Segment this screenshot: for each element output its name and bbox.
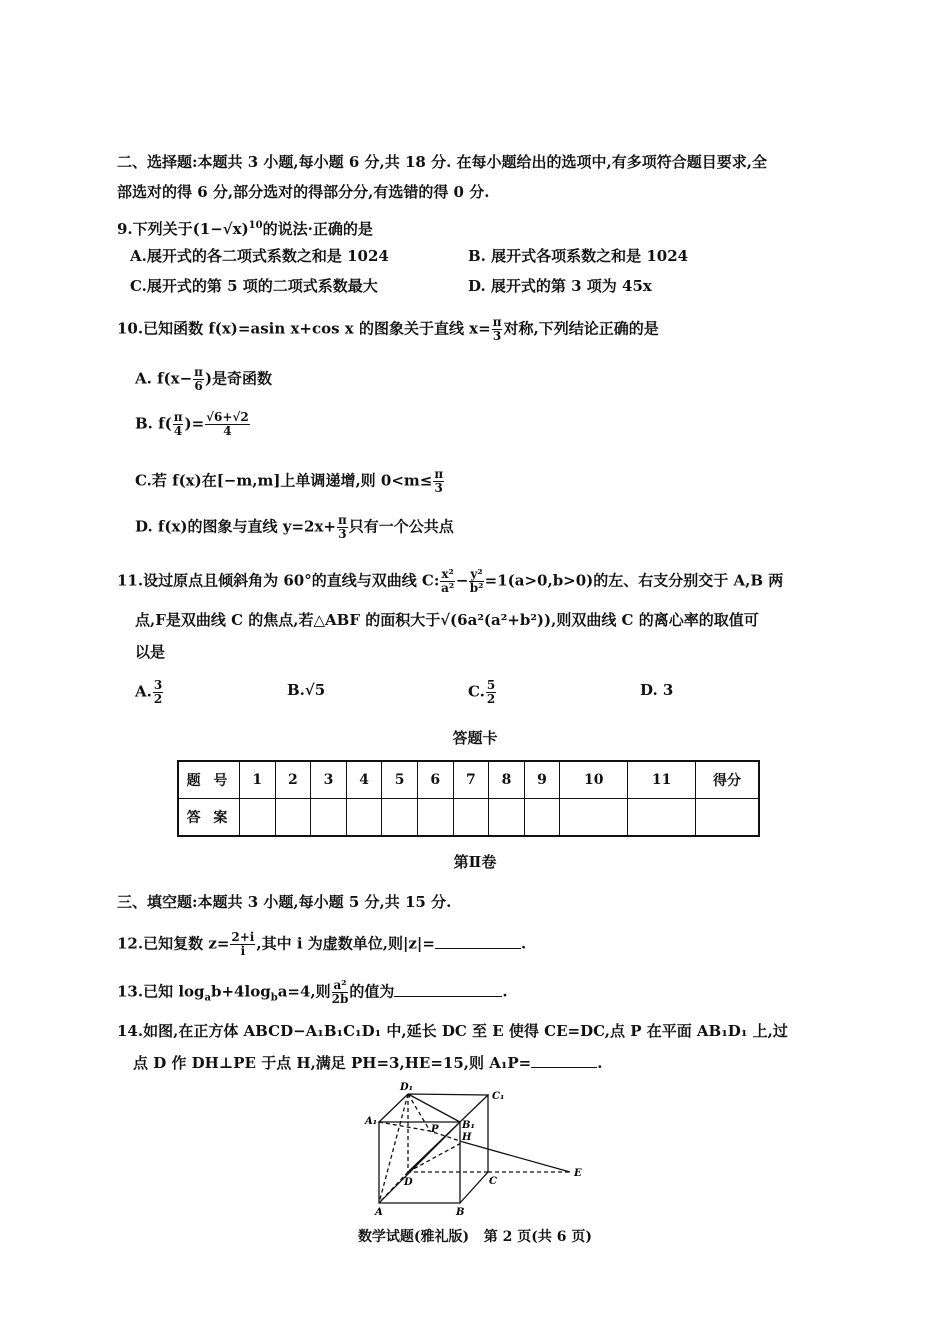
section3-heading: 三、填空题:本题共 3 小题,每小题 5 分,共 15 分.	[117, 893, 452, 911]
header-cell: 8	[489, 761, 525, 799]
header-cell: 5	[382, 761, 418, 799]
label-c: C	[489, 1176, 497, 1187]
q10-stem-a: 10.已知函数 f(x)=asin x+cos x 的图象关于直线 x=	[117, 319, 491, 338]
answer-cell	[524, 799, 560, 837]
q9-option-b: B. 展开式各项系数之和是 1024	[468, 247, 689, 265]
header-score: 得分	[696, 761, 760, 799]
q10-fraction: $\frac{\pi}{3}$	[492, 316, 502, 343]
header-label: 题 号	[178, 761, 240, 799]
header-cell: 3	[311, 761, 347, 799]
answer-card-answer-row	[178, 799, 759, 837]
q14-line1: 14.如图,在正方体 ABCD−A₁B₁C₁D₁ 中,延长 DC 至 E 使得 CE=DC,点 P 在平面 AB₁D₁ 上,过	[117, 1022, 788, 1040]
header-cell: 9	[524, 761, 560, 799]
answer-cell	[382, 799, 418, 837]
label-e: E	[574, 1168, 582, 1179]
q10-option-b: B. f( $\frac{\pi}{4}$ )= $\frac{√6+√2}{4}$	[135, 410, 249, 438]
answer-cell	[275, 799, 311, 837]
q9-option-c: C.展开式的第 5 项的二项式系数最大	[130, 277, 378, 295]
answer-cell	[489, 799, 525, 837]
answer-cell	[417, 799, 453, 837]
q10-option-c: C.若 f(x)在[−m,m]上单调递增,则 0<m≤ $\frac{\pi}{3}$	[135, 467, 444, 495]
q11-stem-line1: 11.设过原点且倾斜角为 60°的直线与双曲线 C: $\frac{\text{x²}}{\text{a²}}$ − $\frac{\text{y²}}{\text{b²}}$ =1(a>0,b>0)的左、右支分别交于 A,B 两	[117, 568, 784, 595]
q9-prefix: 9.下列关于(1−√x)	[117, 220, 249, 238]
answer-row-label: 答 案	[178, 799, 240, 837]
page-footer: 数学试题(雅礼版) 第 2 页(共 6 页)	[357, 1229, 593, 1245]
q11-stem-line3: 以是	[135, 643, 166, 661]
label-a1: A₁	[365, 1116, 378, 1127]
header-cell: 11	[628, 761, 696, 799]
answer-card-header-row	[178, 761, 759, 799]
answer-cell	[628, 799, 696, 837]
header-cell: 2	[275, 761, 311, 799]
answer-cell	[453, 799, 489, 837]
label-a: A	[375, 1207, 383, 1218]
q10-option-d: D. f(x)的图象与直线 y=2x+ $\frac{\pi}{3}$ 只有一个公共点	[135, 513, 454, 541]
q11-option-b: B.√5	[287, 681, 326, 699]
q9-stem	[117, 215, 835, 240]
answer-card-title: 答题卡	[452, 729, 498, 747]
q10-stem	[117, 316, 835, 343]
q9-option-d: D. 展开式的第 3 项为 45x	[468, 277, 652, 295]
q13: 13.已知 $\log_ab+4\log_ba=4$,则 $\frac{\text{a²}}{2b}$ 的值为 .	[117, 979, 508, 1006]
label-d1: D₁	[400, 1082, 414, 1093]
q12-answer-blank[interactable]	[435, 934, 521, 949]
q11-option-d: D. 3	[640, 681, 674, 699]
label-b: B	[456, 1207, 465, 1218]
header-cell: 1	[240, 761, 276, 799]
answer-cell	[240, 799, 276, 837]
label-h: H	[462, 1132, 472, 1143]
answer-card-table	[177, 760, 760, 837]
answer-cell	[346, 799, 382, 837]
part2-title: 第Ⅱ卷	[453, 853, 497, 871]
q14-line2: 点 D 作 DH⊥PE 于点 H,满足 PH=3,HE=15,则 A₁P= .	[133, 1054, 603, 1072]
q10-stem-b: 对称,下列结论正确的是	[503, 319, 659, 338]
q12: 12.已知复数 z= $\frac{2+i}{i}$ ,其中 i 为虚数单位,则|z|= .	[117, 931, 527, 958]
section2-heading-line2: 部选对的得 6 分,部分选对的得部分分,有选错的得 0 分.	[117, 183, 490, 201]
q13-answer-blank[interactable]	[394, 982, 502, 997]
header-cell: 7	[453, 761, 489, 799]
q9-suffix: 的说法·正确的是	[262, 220, 373, 238]
q11-stem-line2: 点,F是双曲线 C 的焦点,若△ABF 的面积大于√(6a²(a²+b²)),则双曲线 C 的离心率的取值可	[135, 611, 759, 629]
label-b1: B₁	[462, 1120, 475, 1131]
q11-option-a: A. $\frac{3}{2}$	[135, 678, 163, 706]
label-p: P	[431, 1124, 439, 1135]
section2-heading-line1: 二、选择题:本题共 3 小题,每小题 6 分,共 18 分. 在每小题给出的选项中,有多项符合题目要求,全	[117, 153, 767, 171]
q11-option-c: C. $\frac{5}{2}$	[468, 678, 496, 706]
label-c1: C₁	[492, 1091, 505, 1102]
label-d: D	[404, 1177, 413, 1188]
q14-answer-blank[interactable]	[531, 1053, 597, 1068]
answer-cell	[311, 799, 347, 837]
score-cell	[696, 799, 760, 837]
header-cell: 10	[560, 761, 628, 799]
header-cell: 4	[346, 761, 382, 799]
q9-exponent: 10	[248, 220, 263, 231]
header-cell: 6	[417, 761, 453, 799]
cube-figure	[340, 1070, 600, 1230]
answer-cell	[560, 799, 628, 837]
q9-option-a: A.展开式的各二项式系数之和是 1024	[130, 247, 389, 265]
q10-option-a: A. f(x− $\frac{\pi}{6}$ )是奇函数	[135, 365, 273, 393]
